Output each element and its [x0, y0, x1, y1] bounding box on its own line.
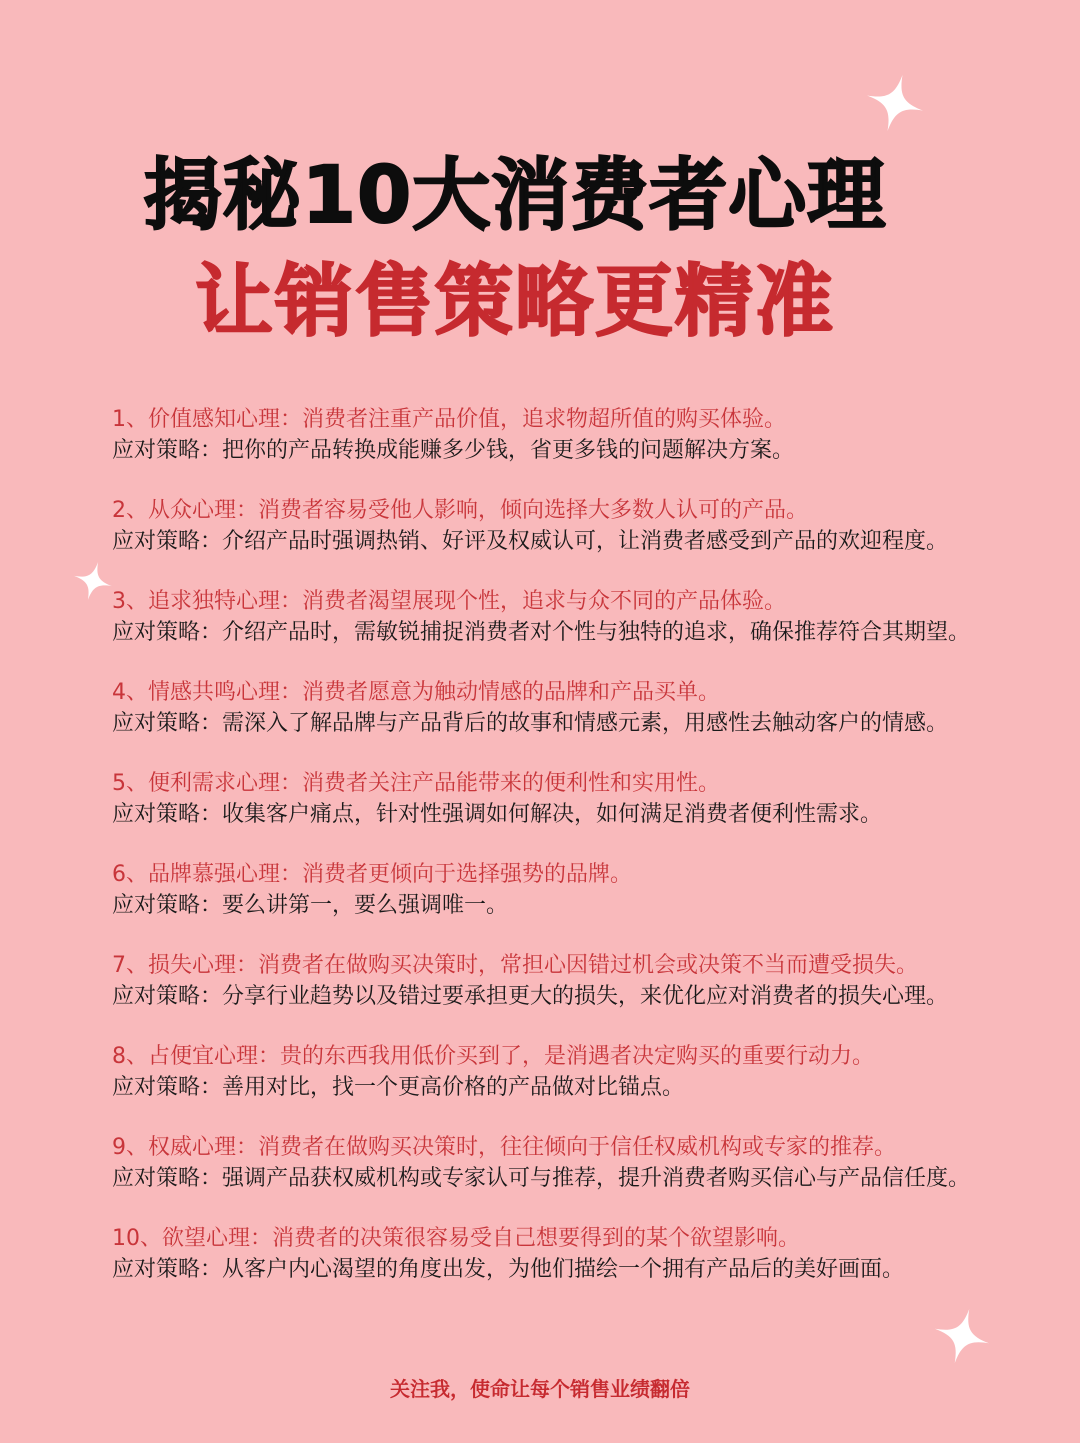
page-subtitle: 让销售策略更精准 [194, 257, 835, 347]
list-item [112, 586, 1052, 677]
list-item [112, 404, 1052, 495]
psychology-list [112, 404, 1052, 1314]
list-item [112, 1041, 1052, 1132]
footer-slogan: 关注我，使命让每个销售业绩翻倍 [390, 1377, 690, 1401]
sparkle-icon [72, 560, 114, 602]
list-item [112, 768, 1052, 859]
strategy-text: 应对策略：分享行业趋势以及错过要承担更大的损失，来优化应对消费者的损失心理。 [112, 984, 949, 1009]
psychology-text: 10、欲望心理：消费者的决策很容易受自己想要得到的某个欲望影响。 [112, 1226, 800, 1251]
sparkle-icon [864, 72, 926, 134]
psychology-text: 8、占便宜心理：贵的东西我用低价买到了，是消遇者决定购买的重要行动力。 [112, 1044, 874, 1069]
psychology-text: 1、价值感知心理：消费者注重产品价值，追求物超所值的购买体验。 [112, 407, 786, 432]
strategy-text: 应对策略：要么讲第一，要么强调唯一。 [112, 893, 509, 918]
psychology-text: 6、品牌慕强心理：消费者更倾向于选择强势的品牌。 [112, 862, 632, 887]
psychology-text: 9、权威心理：消费者在做购买决策时，往往倾向于信任权威机构或专家的推荐。 [112, 1135, 896, 1160]
list-item [112, 677, 1052, 768]
psychology-text: 5、便利需求心理：消费者关注产品能带来的便利性和实用性。 [112, 771, 720, 796]
sparkle-icon [932, 1306, 992, 1366]
psychology-text: 7、损失心理：消费者在做购买决策时，常担心因错过机会或决策不当而遭受损失。 [112, 953, 918, 978]
list-item [112, 1132, 1052, 1223]
psychology-text: 4、情感共鸣心理：消费者愿意为触动情感的品牌和产品买单。 [112, 680, 720, 705]
page-title: 揭秘10大消费者心理 [143, 151, 887, 241]
list-item [112, 495, 1052, 586]
list-item [112, 1223, 1052, 1314]
strategy-text: 应对策略：善用对比，找一个更高价格的产品做对比锚点。 [112, 1075, 685, 1100]
strategy-text: 应对策略：把你的产品转换成能赚多少钱，省更多钱的问题解决方案。 [112, 438, 795, 463]
strategy-text: 应对策略：需深入了解品牌与产品背后的故事和情感元素，用感性去触动客户的情感。 [112, 711, 949, 736]
psychology-text: 2、从众心理：消费者容易受他人影响，倾向选择大多数人认可的产品。 [112, 498, 808, 523]
list-item [112, 859, 1052, 950]
strategy-text: 应对策略：收集客户痛点，针对性强调如何解决，如何满足消费者便利性需求。 [112, 802, 883, 827]
psychology-text: 3、追求独特心理：消费者渴望展现个性，追求与众不同的产品体验。 [112, 589, 786, 614]
strategy-text: 应对策略：介绍产品时强调热销、好评及权威认可，让消费者感受到产品的欢迎程度。 [112, 529, 949, 554]
list-item [112, 950, 1052, 1041]
strategy-text: 应对策略：从客户内心渴望的角度出发，为他们描绘一个拥有产品后的美好画面。 [112, 1257, 905, 1282]
strategy-text: 应对策略：强调产品获权威机构或专家认可与推荐，提升消费者购买信心与产品信任度。 [112, 1166, 971, 1191]
strategy-text: 应对策略：介绍产品时，需敏锐捕捉消费者对个性与独特的追求，确保推荐符合其期望。 [112, 620, 971, 645]
